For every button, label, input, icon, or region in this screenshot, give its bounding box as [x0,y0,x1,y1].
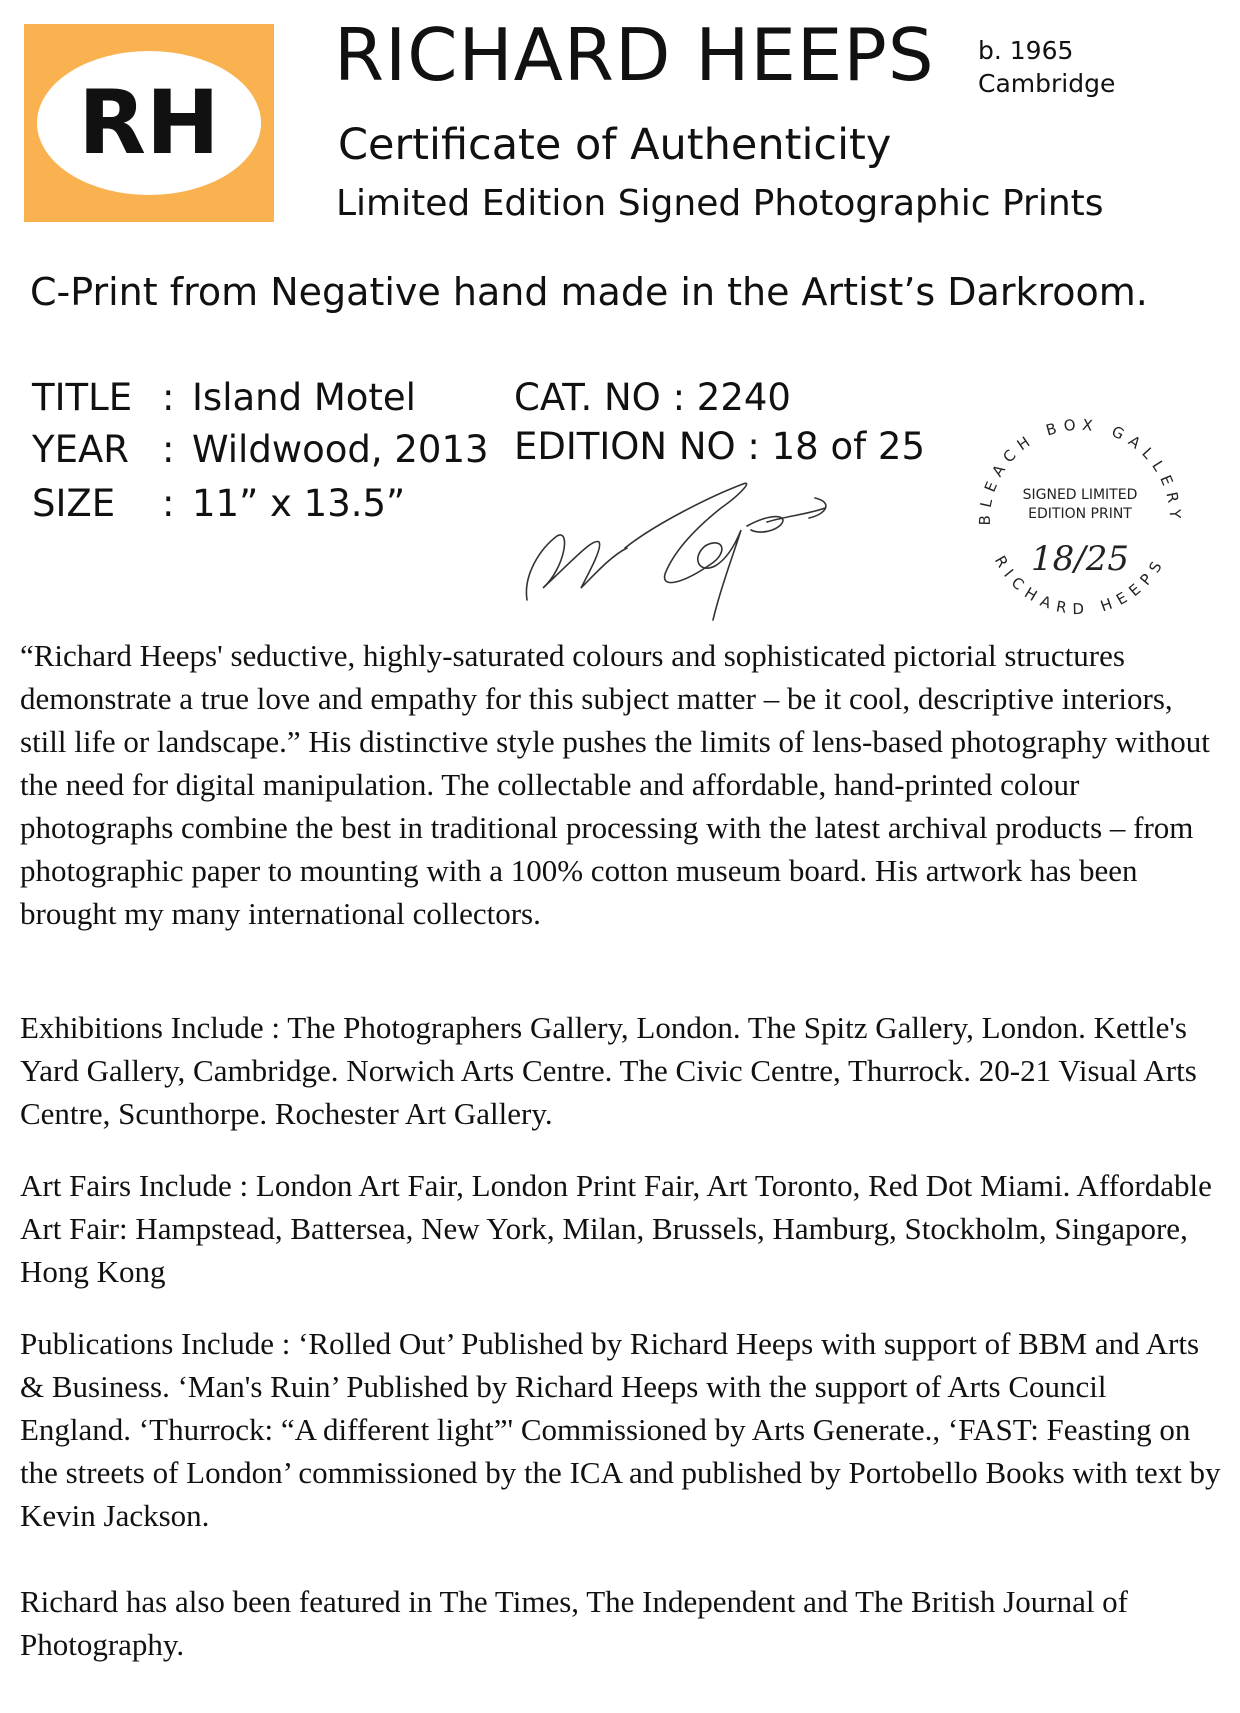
certificate-subtitle: Limited Edition Signed Photographic Prints [336,183,1104,224]
logo-monogram: RH [78,71,220,174]
birth-year: b. 1965 [978,36,1074,65]
edition-number: EDITION NO : 18 of 25 [514,425,925,468]
rh-logo-graphic [24,24,274,222]
press-paragraph: Richard has also been featured in The Times, The Independent and The British Journal of Photography. [20,1584,1129,1662]
size-label: SIZE [32,482,116,525]
birthplace: Cambridge [978,69,1116,98]
artist-birth [978,34,1115,100]
art-fairs-paragraph: Art Fairs Include : London Art Fair, London Print Fair, Art Toronto, Red Dot Miami. Affordable Art Fair: Hampstead, Battersea, New York, Milan, Brussels, Hamburg, Stockholm, Singapore, Hong Kong [20,1168,1212,1289]
gallery-stamp [960,400,1200,640]
title-separator: : [162,376,175,419]
artist-name: RICHARD HEEPS [334,13,935,97]
stamp-line-1: SIGNED LIMITED [1022,487,1138,503]
title-value: Island Motel [192,376,416,419]
publications-paragraph: Publications Include : ‘Rolled Out’ Published by Richard Heeps with support of BBM and Arts & Business. ‘Man's Ruin’ Published by Richard Heeps with the support of Arts Council England. ‘Thurrock: “A different light”' Commissioned by Arts Generate., ‘FAST: Feasting on the streets of London’ commissioned by the ICA and published by Portobello Books with text by Kevin Jackson. [20,1326,1221,1533]
artist-signature [515,478,855,628]
title-row [32,376,416,419]
size-separator: : [162,482,175,525]
year-label: YEAR [32,428,129,471]
stamp-artist-name: RICHARD HEEPS [990,552,1170,619]
stamp-gallery-name: BLEACH BOX GALLERY [975,415,1185,526]
artist-statement: “Richard Heeps' seductive, highly-saturated colours and sophisticated pictorial structures demonstrate a true love and empathy for this subject matter – be it cool, descriptive interiors, still life or landscape.” His distinctive style pushes the limits of lens-based photography without the need for digital manipulation. The collectable and affordable, hand-printed colour photographs combine the best in traditional processing with the latest archival products – from photographic paper to mounting with a 100% cotton museum board. His artwork has been brought my many international collectors. [20,638,1210,931]
year-row [32,428,489,471]
exhibitions-paragraph: Exhibitions Include : The Photographers Gallery, London. The Spitz Gallery, London. Kettle's Yard Gallery, Cambridge. Norwich Arts Centre. The Civic Centre, Thurrock. 20-21 Visual Arts Centre, Scunthorpe. Rochester Art Gallery. [20,1010,1197,1131]
catalogue-number: CAT. NO : 2240 [514,376,791,419]
title-label: TITLE [32,376,133,419]
size-value: 11” x 13.5” [192,482,406,525]
size-row [32,482,405,525]
process-description: C-Print from Negative hand made in the Artist’s Darkroom. [30,270,1148,314]
rh-logo [24,24,274,222]
certificate-title: Certificate of Authenticity [338,120,892,170]
stamp-line-2: EDITION PRINT [1028,506,1132,522]
stamp-edition-handwritten: 18/25 [1031,539,1129,579]
year-value: Wildwood, 2013 [192,428,489,471]
year-separator: : [162,428,175,471]
